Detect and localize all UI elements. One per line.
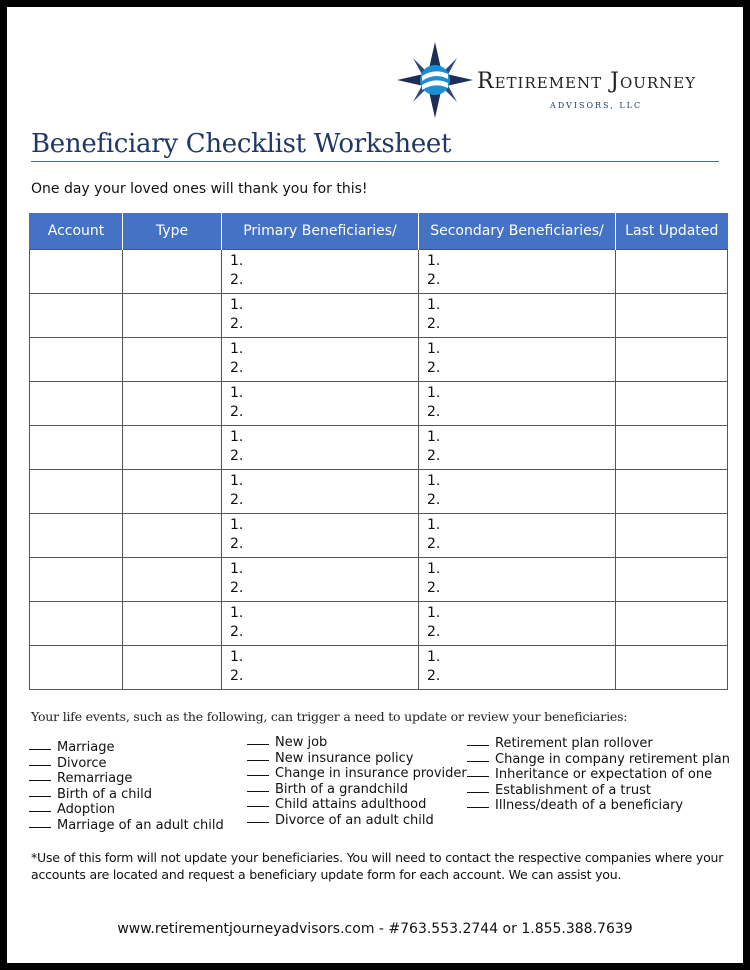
table-row (30, 250, 728, 294)
table-body (30, 250, 728, 690)
line-number: 1. (427, 341, 441, 357)
line-number: 2. (230, 360, 244, 376)
line-number: 1. (427, 297, 441, 313)
primary-cell[interactable] (222, 470, 419, 514)
line-number: 1. (427, 429, 441, 445)
line-number: 2. (230, 536, 244, 552)
table-header-row (30, 213, 728, 250)
table-row (30, 558, 728, 602)
last-updated-cell[interactable] (616, 338, 728, 382)
last-updated-cell[interactable] (616, 470, 728, 514)
checkbox-blank[interactable] (467, 776, 489, 777)
life-event-label: New job (275, 735, 328, 750)
last-updated-cell[interactable] (616, 294, 728, 338)
table-row (30, 294, 728, 338)
line-number: 1. (427, 561, 441, 577)
line-number: 2. (427, 360, 441, 376)
life-event-item (29, 802, 224, 818)
title-divider (31, 161, 719, 162)
secondary-cell[interactable] (419, 338, 616, 382)
account-cell[interactable] (30, 558, 123, 602)
type-cell[interactable] (123, 558, 222, 602)
primary-cell[interactable] (222, 338, 419, 382)
account-cell[interactable] (30, 602, 123, 646)
life-event-item (247, 751, 467, 767)
header-type: Type (123, 213, 222, 250)
life-event-item (247, 766, 467, 782)
last-updated-cell[interactable] (616, 646, 728, 690)
account-cell[interactable] (30, 514, 123, 558)
type-cell[interactable] (123, 602, 222, 646)
line-number: 1. (230, 253, 244, 269)
secondary-cell[interactable] (419, 514, 616, 558)
header-secondary: Secondary Beneficiaries/ (419, 213, 616, 250)
line-number: 2. (230, 492, 244, 508)
life-event-item (29, 787, 224, 803)
checkbox-blank[interactable] (247, 822, 269, 823)
life-event-item (29, 756, 224, 772)
checkbox-blank[interactable] (29, 811, 51, 812)
life-event-item (29, 818, 224, 834)
life-event-label: Birth of a child (57, 786, 152, 802)
brand-name: Retirement Journey (477, 69, 697, 94)
life-event-label: Marriage (57, 740, 115, 755)
account-cell[interactable] (30, 294, 123, 338)
type-cell[interactable] (123, 294, 222, 338)
secondary-cell[interactable] (419, 558, 616, 602)
last-updated-cell[interactable] (616, 514, 728, 558)
life-event-label: Child attains adulthood (275, 797, 427, 812)
line-number: 2. (230, 272, 244, 288)
checkbox-blank[interactable] (29, 796, 51, 797)
checkbox-blank[interactable] (247, 806, 269, 807)
life-event-label: Illness/death of a beneficiary (495, 798, 684, 813)
life-event-label: Inheritance or expectation of one (495, 767, 713, 782)
life-event-item (467, 783, 730, 799)
life-event-label: New insurance policy (275, 750, 414, 766)
table-row (30, 426, 728, 470)
table-row (30, 602, 728, 646)
line-number: 2. (230, 448, 244, 464)
life-events-column-2 (247, 735, 467, 828)
secondary-cell[interactable] (419, 250, 616, 294)
account-cell[interactable] (30, 338, 123, 382)
account-cell[interactable] (30, 250, 123, 294)
life-event-label: Marriage of an adult child (57, 817, 224, 833)
account-cell[interactable] (30, 382, 123, 426)
checkbox-blank[interactable] (29, 780, 51, 781)
header-primary: Primary Beneficiaries/ (222, 213, 419, 250)
type-cell[interactable] (123, 250, 222, 294)
line-number: 2. (427, 580, 441, 596)
brand-subtitle: ADVISORS, LLC (550, 101, 643, 110)
life-event-label: Divorce (57, 755, 107, 771)
life-event-label: Change in company retirement plan (495, 751, 730, 767)
life-event-label: Change in insurance provider (275, 766, 467, 781)
life-event-item (467, 798, 730, 814)
checkbox-blank[interactable] (247, 760, 269, 761)
account-cell[interactable] (30, 646, 123, 690)
account-cell[interactable] (30, 426, 123, 470)
line-number: 1. (427, 253, 441, 269)
life-event-item (247, 797, 467, 813)
checkbox-blank[interactable] (29, 749, 51, 750)
life-event-label: Retirement plan rollover (495, 736, 653, 751)
last-updated-cell[interactable] (616, 426, 728, 470)
table-row (30, 338, 728, 382)
primary-cell[interactable] (222, 602, 419, 646)
line-number: 1. (427, 605, 441, 621)
primary-cell[interactable] (222, 294, 419, 338)
type-cell[interactable] (123, 646, 222, 690)
line-number: 1. (230, 341, 244, 357)
line-number: 1. (230, 561, 244, 577)
page-title: Beneficiary Checklist Worksheet (31, 129, 452, 159)
secondary-cell[interactable] (419, 294, 616, 338)
line-number: 1. (230, 473, 244, 489)
life-event-item (467, 736, 730, 752)
line-number: 2. (427, 536, 441, 552)
secondary-cell[interactable] (419, 646, 616, 690)
life-event-item (467, 767, 730, 783)
life-event-label: Establishment of a trust (495, 782, 651, 798)
line-number: 1. (230, 385, 244, 401)
line-number: 2. (427, 624, 441, 640)
life-event-label: Adoption (57, 802, 116, 817)
life-event-item (29, 771, 224, 787)
life-event-item (29, 740, 224, 756)
line-number: 2. (427, 272, 441, 288)
disclaimer-text: *Use of this form will not update your beneficiaries. You will need to contact the respective companies where your accounts are located and request a beneficiary update form for each account. We can assist you. (31, 850, 724, 882)
line-number: 2. (427, 316, 441, 332)
checkbox-blank[interactable] (467, 807, 489, 808)
checkbox-blank[interactable] (467, 792, 489, 793)
life-event-label: Remarriage (57, 771, 133, 786)
last-updated-cell[interactable] (616, 602, 728, 646)
life-events-column-3 (467, 736, 730, 814)
last-updated-cell[interactable] (616, 558, 728, 602)
checkbox-blank[interactable] (29, 765, 51, 766)
table-row (30, 470, 728, 514)
type-cell[interactable] (123, 470, 222, 514)
checkbox-blank[interactable] (29, 827, 51, 828)
beneficiary-table (29, 213, 728, 690)
primary-cell[interactable] (222, 646, 419, 690)
line-number: 2. (427, 668, 441, 684)
header-last-updated: Last Updated (616, 213, 728, 250)
life-event-item (247, 813, 467, 829)
line-number: 1. (427, 649, 441, 665)
line-number: 2. (230, 580, 244, 596)
life-event-label: Birth of a grandchild (275, 781, 409, 797)
table-row (30, 382, 728, 426)
primary-cell[interactable] (222, 426, 419, 470)
line-number: 2. (427, 492, 441, 508)
primary-cell[interactable] (222, 250, 419, 294)
primary-cell[interactable] (222, 382, 419, 426)
worksheet-page (7, 7, 743, 963)
life-event-item (247, 735, 467, 751)
life-event-item (247, 782, 467, 798)
line-number: 1. (230, 605, 244, 621)
primary-cell[interactable] (222, 514, 419, 558)
type-cell[interactable] (123, 426, 222, 470)
header-account: Account (30, 213, 123, 250)
line-number: 1. (427, 473, 441, 489)
checkbox-blank[interactable] (247, 791, 269, 792)
line-number: 2. (230, 404, 244, 420)
line-number: 1. (427, 517, 441, 533)
life-events-column-1 (29, 740, 224, 833)
type-cell[interactable] (123, 382, 222, 426)
life-events-intro: Your life events, such as the following, can trigger a need to update or review your beneficiaries: (31, 709, 628, 724)
line-number: 2. (230, 624, 244, 640)
checkbox-blank[interactable] (247, 744, 269, 745)
last-updated-cell[interactable] (616, 250, 728, 294)
type-cell[interactable] (123, 514, 222, 558)
account-cell[interactable] (30, 470, 123, 514)
primary-cell[interactable] (222, 558, 419, 602)
type-cell[interactable] (123, 338, 222, 382)
line-number: 1. (230, 649, 244, 665)
checkbox-blank[interactable] (467, 745, 489, 746)
line-number: 1. (230, 429, 244, 445)
checkbox-blank[interactable] (247, 775, 269, 776)
line-number: 2. (427, 448, 441, 464)
checkbox-blank[interactable] (467, 761, 489, 762)
line-number: 2. (427, 404, 441, 420)
line-number: 1. (230, 517, 244, 533)
secondary-cell[interactable] (419, 602, 616, 646)
line-number: 1. (230, 297, 244, 313)
secondary-cell[interactable] (419, 382, 616, 426)
life-event-item (467, 752, 730, 768)
footer-contact: www.retirementjourneyadvisors.com - #763.553.2744 or 1.855.388.7639 (117, 921, 633, 937)
secondary-cell[interactable] (419, 426, 616, 470)
line-number: 2. (230, 316, 244, 332)
tagline: One day your loved ones will thank you for this! (31, 181, 368, 197)
line-number: 2. (230, 668, 244, 684)
secondary-cell[interactable] (419, 470, 616, 514)
table-row (30, 514, 728, 558)
table-row (30, 646, 728, 690)
life-event-label: Divorce of an adult child (275, 812, 434, 828)
line-number: 1. (427, 385, 441, 401)
last-updated-cell[interactable] (616, 382, 728, 426)
